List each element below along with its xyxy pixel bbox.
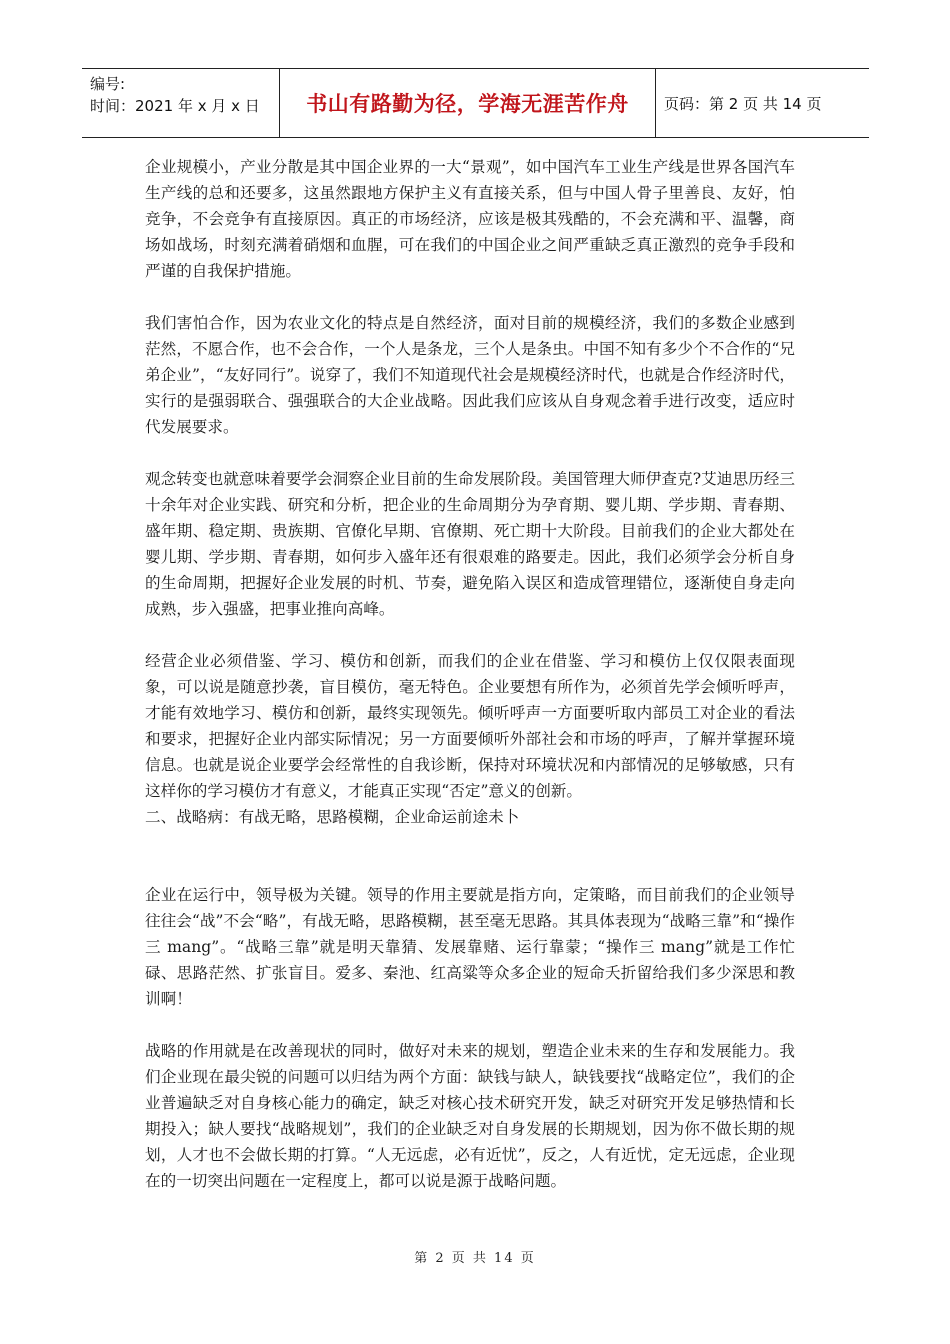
section-heading: 二、战略病：有战无略，思路模糊，企业命运前途未卜 [145,808,520,826]
header-page-info: 页码：第 2 页 共 14 页 [664,94,822,113]
paragraph: 企业规模小，产业分散是其中国企业界的一大“景观”，如中国汽车工业生产线是世界各国汽车生产线的总和还要多，这虽然跟地方保护主义有直接关系，但与中国人骨子里善良、友好，怕竞争，不会竞争有直接原因。真正的市场经济，应该是极其残酷的，不会充满和平、温馨，商场如战场，时刻充满着硝烟和血腥，可在我们的中国企业之间严重缺乏真正激烈的竞争手段和严谨的自我保护措施。 [145,158,795,280]
header-meta [82,69,280,137]
page-footer: 第 2 页 共 14 页 [414,1251,536,1266]
paragraph: 企业在运行中，领导极为关键。领导的作用主要就是指方向，定策略，而目前我们的企业领导往往会“战”不会“略”，有战无略，思路模糊，甚至毫无思路。其具体表现为“战略三靠”和“操作三 mang”。“战略三靠”就是明天靠猜、发展靠赌、运行靠蒙；“操作三 mang”就是工作忙碌、思路茫然、扩张盲目。爱多、秦池、红高粱等众多企业的短命夭折留给我们多少深思和教训啊！ [145,886,795,1008]
date-line: 时间：2021 年 x 月 x 日 [90,97,260,115]
header-motto: 书山有路勤为径，学海无涯苦作舟 [280,69,656,137]
paragraph: 观念转变也就意味着要学会洞察企业目前的生命发展阶段。美国管理大师伊查克?艾迪思历经三十余年对企业实践、研究和分析，把企业的生命周期分为孕育期、婴儿期、学步期、青春期、盛年期、稳定期、贵族期、官僚化早期、官僚期、死亡期十大阶段。目前我们的企业大都处在婴儿期、学步期、青春期，如何步入盛年还有很艰难的路要走。因此，我们必须学会分析自身的生命周期，把握好企业发展的时机、节奏，避免陷入误区和造成管理错位，逐渐使自身走向成熟，步入强盛，把事业推向高峰。 [145,470,795,618]
code-label: 编号: [90,75,126,93]
paragraph: 经营企业必须借鉴、学习、模仿和创新，而我们的企业在借鉴、学习和模仿上仅仅限表面现象，可以说是随意抄袭，盲目模仿，毫无特色。企业要想有所作为，必须首先学会倾听呼声，才能有效地学习、模仿和创新，最终实现领先。倾听呼声一方面要听取内部员工对企业的看法和要求，把握好企业内部实际情况；另一方面要倾听外部社会和市场的呼声，了解并掌握环境信息。也就是说企业要学会经常性的自我诊断，保持对环境状况和内部情况的足够敏感，只有这样你的学习模仿才有意义，才能真正实现“否定”意义的创新。 [145,652,795,800]
paragraph: 我们害怕合作，因为农业文化的特点是自然经济，面对目前的规模经济，我们的多数企业感到茫然，不愿合作，也不会合作，一个人是条龙，三个人是条虫。中国不知有多少个不合作的“兄弟企业”，“友好同行”。说穿了，我们不知道现代社会是规模经济时代，也就是合作经济时代，实行的是强弱联合、强强联合的大企业战略。因此我们应该从自身观念着手进行改变，适应时代发展要求。 [145,314,795,436]
paragraph: 战略的作用就是在改善现状的同时，做好对未来的规划，塑造企业未来的生存和发展能力。我们企业现在最尖锐的问题可以归结为两个方面：缺钱与缺人，缺钱要找“战略定位”，我们的企业普遍缺乏对自身核心能力的确定，缺乏对核心技术研究开发，缺乏对研究开发足够热情和长期投入；缺人要找“战略规划”，我们的企业缺乏对自身发展的长期规划，因为你不做长期的规划，人才也不会做长期的打算。“人无远虑，必有近忧”，反之，人有近忧，定无远虑，企业现在的一切突出问题在一定程度上，都可以说是源于战略问题。 [145,1042,795,1190]
document-body [145,154,795,1194]
page-header [82,68,869,138]
